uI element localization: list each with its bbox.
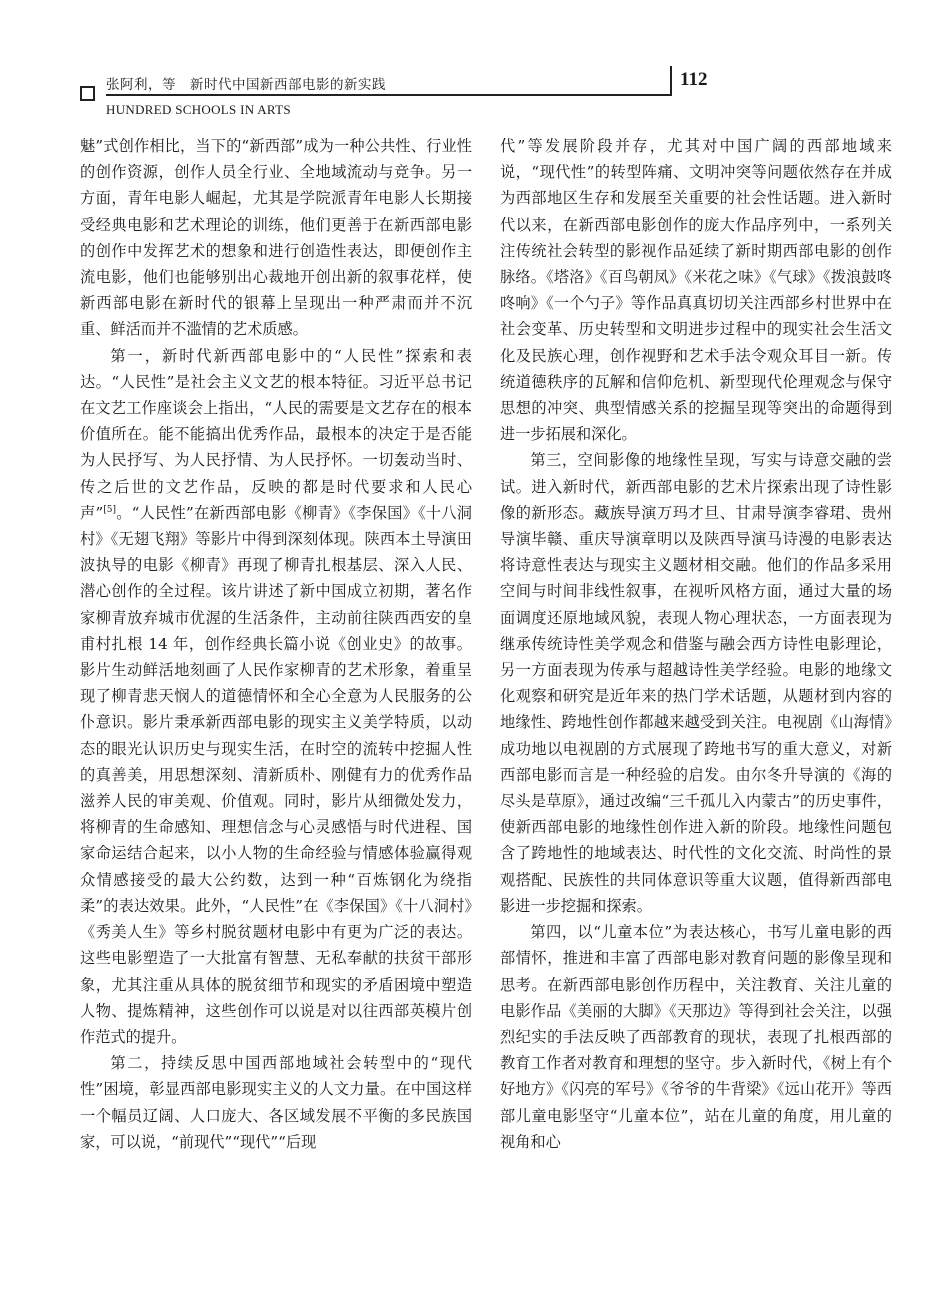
page-number: 112 bbox=[680, 69, 708, 90]
left-column bbox=[80, 133, 472, 1155]
paragraph bbox=[80, 343, 472, 1050]
header-rule bbox=[106, 94, 670, 96]
paragraph: 代”等发展阶段并存，尤其对中国广阔的西部地域来说，“现代性”的转型阵痛、文明冲突等问题依然存在并成为西部地区生存和发展至关重要的社会性话题。进入新时代以来，在新西部电影创作的庞大作品序列中，一系列关注传统社会转型的影视作品延续了新时期西部电影的创作脉络。《塔洛》《百鸟朝凤》《米花之味》《气球》《拨浪鼓咚咚响》《一个勺子》等作品真真切切关注西部乡村世界中在社会变革、历史转型和文明进步过程中的现实社会生活文化及民族心理，创作视野和艺术手法令观众耳目一新。传统道德秩序的瓦解和信仰危机、新型现代伦理观念与保守思想的冲突、典型情感关系的挖掘呈现等突出的命题得到进一步拓展和深化。 bbox=[500, 137, 892, 444]
citation-ref: [5] bbox=[103, 504, 116, 515]
header-divider bbox=[670, 66, 672, 96]
paragraph-text: 。“人民性”在新西部电影《柳青》《李保国》《十八洞村》《无翅飞翔》等影片中得到深刻体现。陕西本土导演田波执导的电影《柳青》再现了柳青扎根基层、深入人民、潜心创作的全过程。该片讲述了新中国成立初期，著名作家柳青放弃城市优渥的生活条件，主动前往陕西西安的皇甫村扎根 14 年，创作经典长篇小说《创业史》的故事。影片生动鲜活地刻画了人民作家柳青的艺术形象，着重呈现了柳青悲天悯人的道德情怀和全心全意为人民服务的公仆意识。影片秉承新西部电影的现实主义美学特质，以动态的眼光认识历史与现实生活，在时空的流转中挖掘人性的真善美，用思想深刻、清新质朴、刚健有力的优秀作品滋养人民的审美观、价值观。同时，影片从细微处发力，将柳青的生命感知、理想信念与心灵感悟与时代进程、国家命运结合起来，以小人物的生命经验与情感体验赢得观众情感接受的最大公约数，达到一种“百炼钢化为绕指柔”的表达效果。此外，“人民性”在《李保国》《十八洞村》《秀美人生》等乡村脱贫题材电影中有更为广泛的表达。这些电影塑造了一大批富有智慧、无私奉献的扶贫干部形象，尤其注重从具体的脱贫细节和现实的矛盾困境中塑造人物、提炼精神，这些创作可以说是对以往西部英模片创作范式的提升。 bbox=[80, 503, 472, 1046]
right-column bbox=[500, 133, 892, 1155]
paragraph: 第三，空间影像的地缘性呈现，写实与诗意交融的尝试。进入新时代，新西部电影的艺术片探索出现了诗性影像的新形态。藏族导演万玛才旦、甘肃导演李睿珺、贵州导演毕赣、重庆导演章明以及陕西导演马诗漫的电影表达将诗意性表达与现实主义题材相交融。他们的作品多采用空间与时间非线性叙事，在视听风格方面，通过大量的场面调度还原地域风貌，表现人物心理状态，一方面表现为继承传统诗性美学观念和借鉴与融会西方诗性电影理论，另一方面表现为传承与超越诗性美学经验。电影的地缘文化观察和研究是近年来的热门学术话题，从题材到内容的地缘性、跨地性创作都越来越受到关注。电视剧《山海情》成功地以电视剧的方式展现了跨地书写的重大意义，对新西部电影而言是一种经验的启发。由尔冬升导演的《海的尽头是草原》，通过改编“三千孤儿入内蒙古”的历史事件，使新西部电影的地缘性创作进入新的阶段。地缘性问题包含了跨地性的地域表达、时代性的文化交流、时尚性的景观搭配、民族性的共同体意识等重大议题，值得新西部电影进一步挖掘和探索。 bbox=[500, 451, 892, 915]
header-authors-title: 张阿利，等 新时代中国新西部电影的新实践 bbox=[106, 77, 386, 93]
running-header bbox=[80, 66, 870, 126]
paragraph: 魅”式创作相比，当下的“新西部”成为一种公共性、行业性的创作资源，创作人员全行业、全地域流动与竞争。另一方面，青年电影人崛起，尤其是学院派青年电影人长期接受经典电影和艺术理论的训练，他们更善于在新西部电影的创作中发挥艺术的想象和进行创造性表达，即便创作主流电影，他们也能够别出心裁地开创出新的叙事花样，使新西部电影在新时代的银幕上呈现出一种严肃而并不沉重、鲜活而并不滥情的艺术质感。 bbox=[80, 137, 472, 339]
header-square-icon bbox=[80, 86, 95, 101]
paragraph-text: 第一，新时代新西部电影中的“人民性”探索和表达。“人民性”是社会主义文艺的根本特征。习近平总书记在文艺工作座谈会上指出，“人民的需要是文艺存在的根本价值所在。能不能搞出优秀作品，最根本的决定于是否能为人民抒写、为人民抒情、为人民抒怀。一切轰动当时、传之后世的文艺作品，反映的都是时代要求和人民心声” bbox=[80, 346, 472, 522]
paragraph: 第二，持续反思中国西部地域社会转型中的“现代性”困境，彰显西部电影现实主义的人文力量。在中国这样一个幅员辽阔、人口庞大、各区域发展不平衡的多民族国家，可以说，“前现代”“现代”“后现 bbox=[80, 1054, 472, 1151]
paragraph: 第四，以“儿童本位”为表达核心，书写儿童电影的西部情怀，推进和丰富了西部电影对教育问题的影像呈现和思考。在新西部电影创作历程中，关注教育、关注儿童的电影作品《美丽的大脚》《天那边》等得到社会关注，以强烈纪实的手法反映了西部教育的现状，表现了扎根西部的教育工作者对教育和理想的坚守。步入新时代，《树上有个好地方》《闪亮的军号》《爷爷的牛背梁》《远山花开》等西部儿童电影坚守“儿童本位”，站在儿童的角度，用儿童的视角和心 bbox=[500, 923, 892, 1151]
journal-name: HUNDRED SCHOOLS IN ARTS bbox=[106, 102, 291, 117]
